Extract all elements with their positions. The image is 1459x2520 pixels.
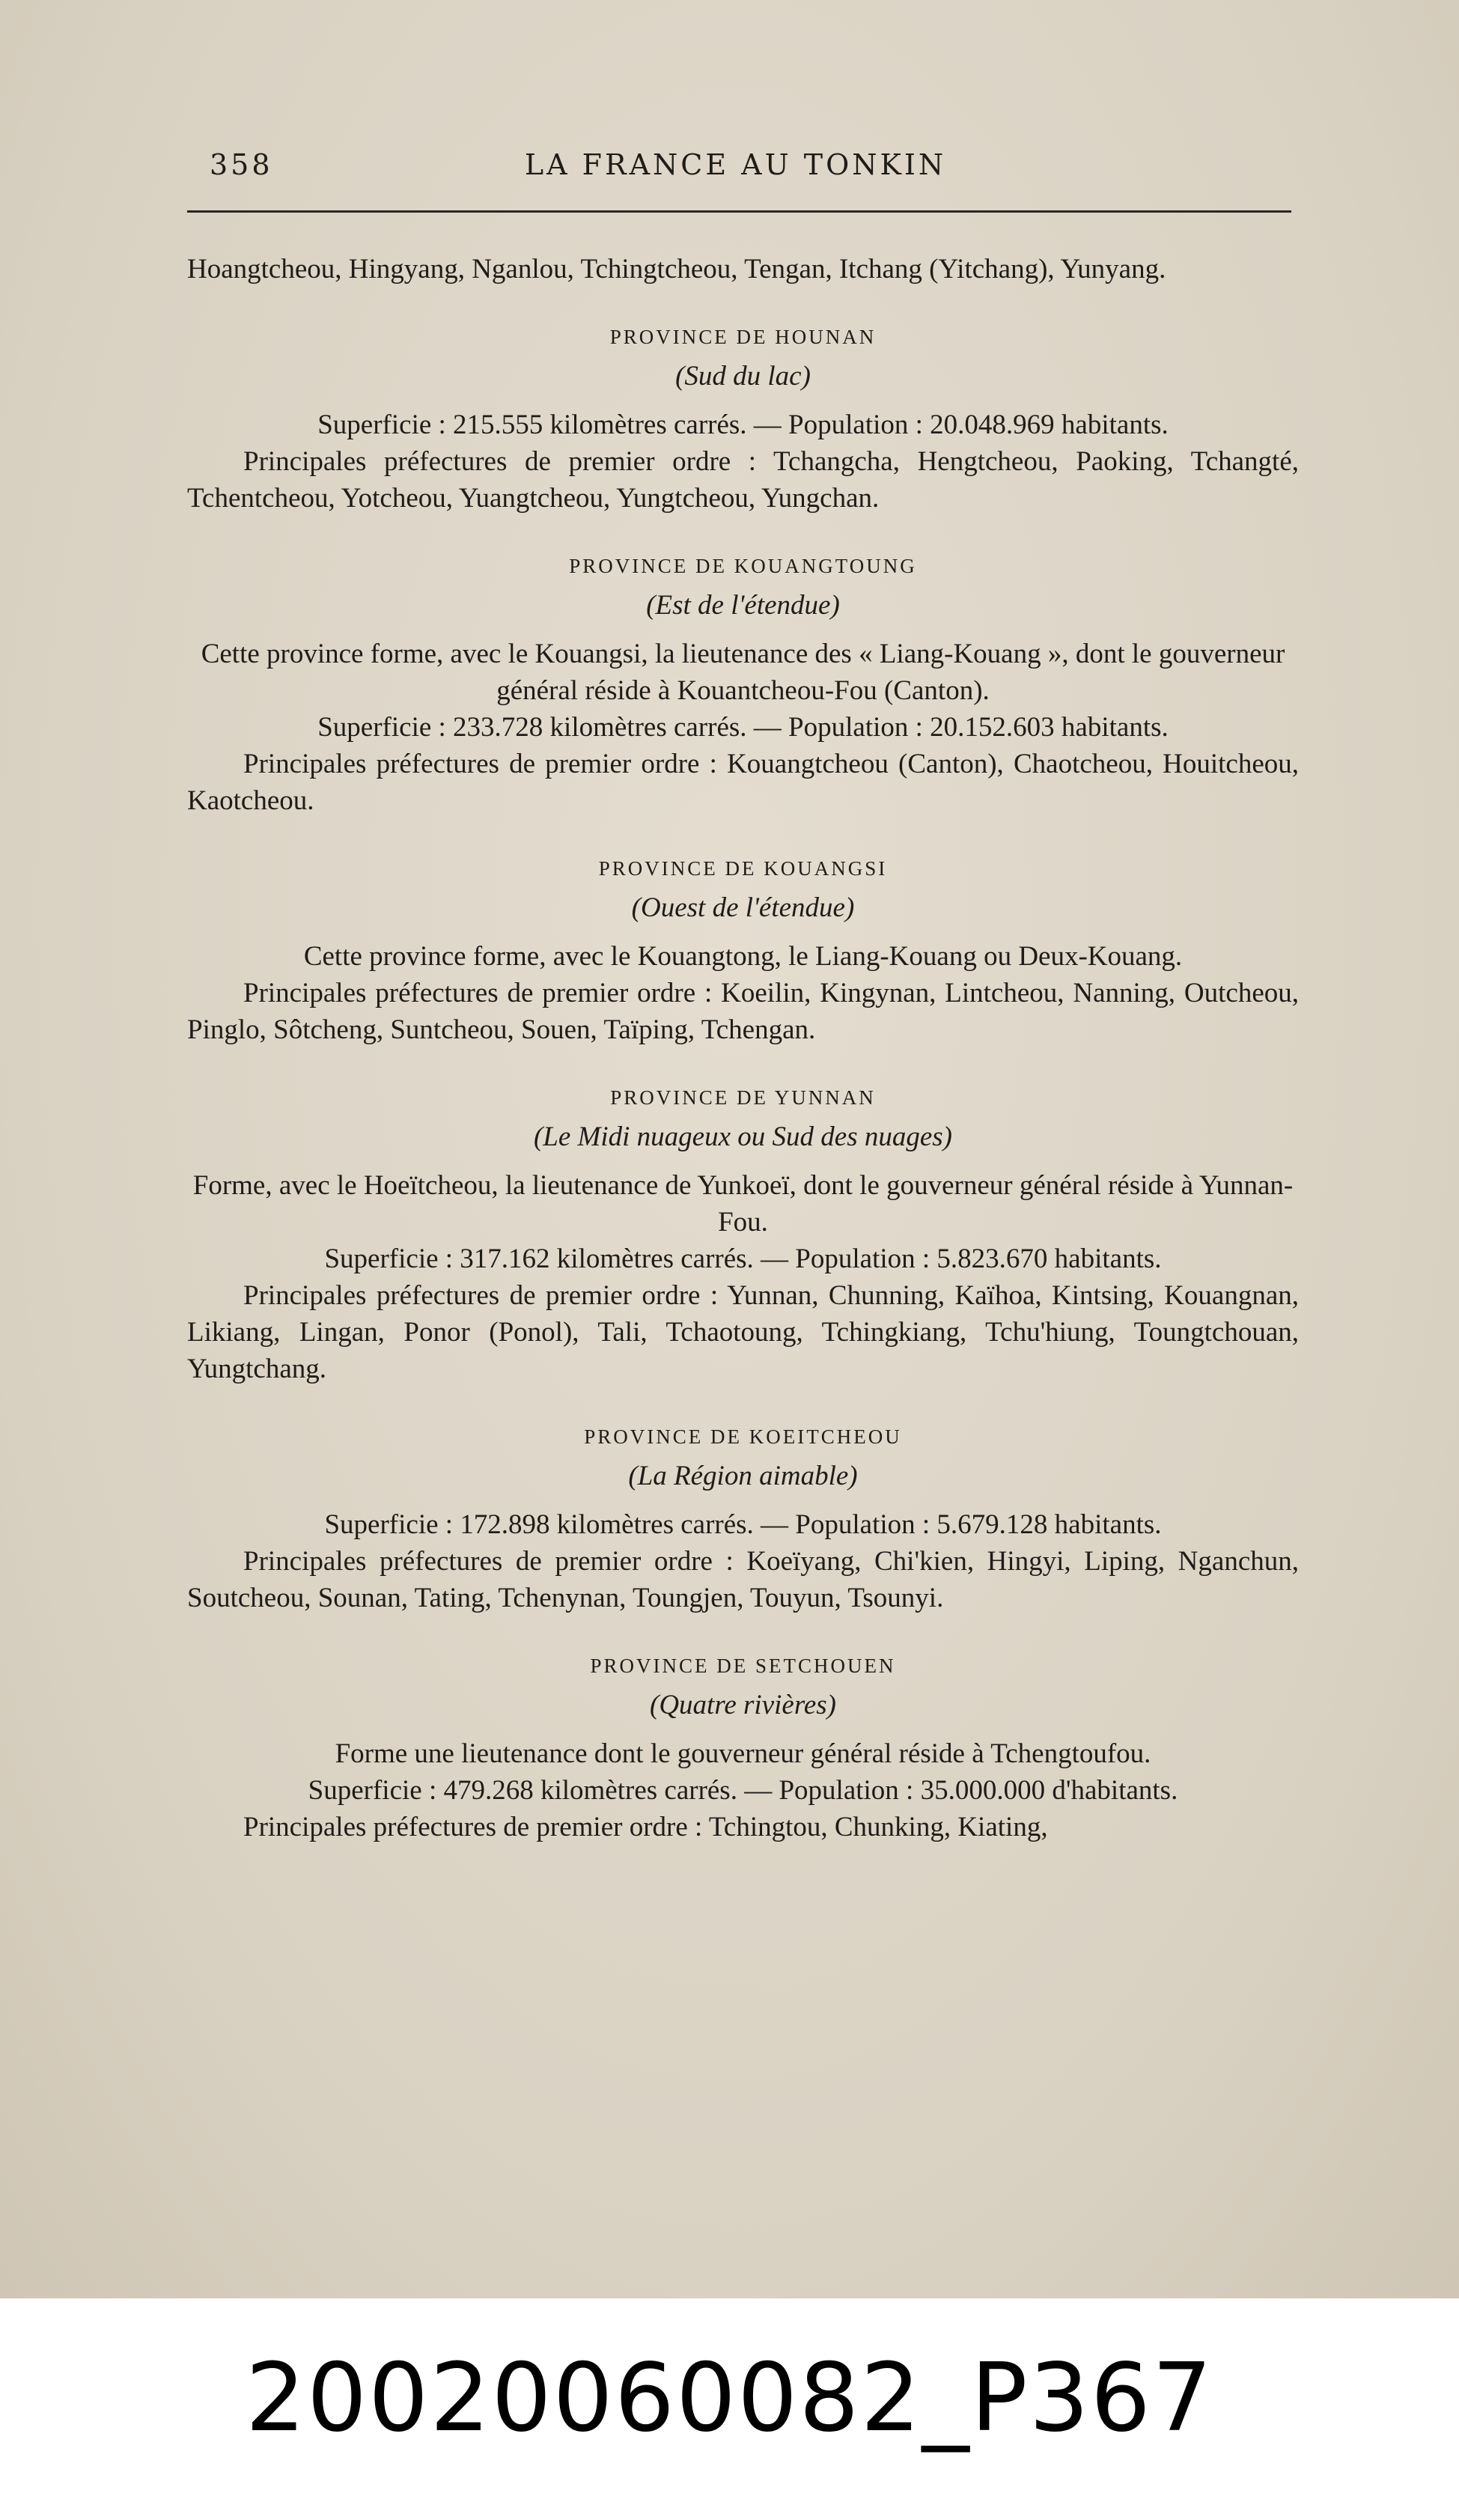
section-subtitle: (Le Midi nuageux ou Sud des nuages) (533, 1121, 952, 1152)
section-paragraph: Superficie : 317.162 kilomètres carrés. — Population : 5.823.670 habitants. (324, 1244, 1162, 1274)
section-paragraph: Principales préfectures de premier ordre : Yunnan, Chunning, Kaïhoa, Kintsing, Kouangnan, Likiang, Lingan, Ponor (Ponol), Tali, Tchaotoung, Tchingkiang, Tchu'hiung, Toungtchouan, Yungtchang. (187, 1280, 1299, 1384)
section-paragraph: Superficie : 172.898 kilomètres carrés. — Population : 5.679.128 habitants. (324, 1509, 1162, 1540)
province-section (187, 1083, 1299, 1387)
intro-paragraph: Hoangtcheou, Hingyang, Nganlou, Tchingtcheou, Tengan, Itchang (Yitchang), Yunyang. (187, 254, 1166, 284)
province-section (187, 1651, 1299, 1845)
province-section (187, 551, 1299, 819)
scan-id-label: 20020060082_P367 (245, 2343, 1214, 2453)
section-title: PROVINCE DE KOUANGSI (598, 857, 888, 880)
section-paragraph: Principales préfectures de premier ordre : Tchangcha, Hengtcheou, Paoking, Tchangté, Tchentcheou, Yotcheou, Yuangtcheou, Yungtcheou, Yungchan. (187, 446, 1299, 514)
section-subtitle: (Est de l'étendue) (646, 590, 840, 621)
section-title: PROVINCE DE SETCHOUEN (590, 1655, 896, 1677)
section-paragraph: Forme une lieutenance dont le gouverneur général réside à Tchengtoufou. (335, 1738, 1151, 1769)
section-paragraph: Cette province forme, avec le Kouangsi, la lieutenance des « Liang-Kouang », dont le gouverneur général réside à Kouantcheou-Fou (Canton). (201, 639, 1285, 706)
section-subtitle: (Quatre rivières) (650, 1690, 836, 1720)
section-paragraph: Cette province forme, avec le Kouangtong, le Liang-Kouang ou Deux-Kouang. (303, 941, 1183, 972)
section-title: PROVINCE DE KOUANGTOUNG (569, 555, 917, 577)
section-paragraph: Principales préfectures de premier ordre : Koeilin, Kingynan, Lintcheou, Nanning, Outcheou, Pinglo, Sôtcheng, Suntcheou, Souen, Taïping, Tchengan. (187, 978, 1299, 1045)
running-title: LA FRANCE AU TONKIN (524, 148, 947, 181)
section-paragraph: Principales préfectures de premier ordre : Kouangtcheou (Canton), Chaotcheou, Houitcheou, Kaotcheou. (187, 749, 1299, 816)
section-title: PROVINCE DE YUNNAN (610, 1086, 876, 1109)
section-paragraph: Superficie : 215.555 kilomètres carrés. — Population : 20.048.969 habitants. (317, 410, 1169, 440)
section-title: PROVINCE DE KOEITCHEOU (584, 1425, 902, 1448)
section-paragraph: Principales préfectures de premier ordre : Tchingtou, Chunking, Kiating, (243, 1812, 1048, 1842)
sections (187, 322, 1299, 1845)
section-subtitle: (Ouest de l'étendue) (631, 892, 855, 923)
section-paragraph: Forme, avec le Hoeïtcheou, la lieutenance de Yunkoeï, dont le gouverneur général réside à Yunnan-Fou. (192, 1170, 1294, 1238)
province-section (187, 1422, 1299, 1616)
page-number: 358 (210, 148, 273, 181)
page-header (180, 148, 1291, 190)
header-rule (187, 210, 1291, 213)
province-section (187, 322, 1299, 517)
section-title: PROVINCE DE HOUNAN (609, 326, 877, 348)
section-paragraph: Principales préfectures de premier ordre : Koeïyang, Chi'kien, Hingyi, Liping, Nganchun, Soutcheou, Sounan, Tating, Tchenynan, Toungjen, Touyun, Tsounyi. (187, 1546, 1299, 1613)
province-section (187, 853, 1299, 1048)
section-paragraph: Superficie : 233.728 kilomètres carrés. — Population : 20.152.603 habitants. (317, 712, 1169, 743)
section-paragraph: Superficie : 479.268 kilomètres carrés. — Population : 35.000.000 d'habitants. (308, 1775, 1178, 1806)
page-body (187, 251, 1299, 1845)
section-subtitle: (Sud du lac) (675, 361, 811, 392)
section-subtitle: (La Région aimable) (628, 1461, 858, 1491)
